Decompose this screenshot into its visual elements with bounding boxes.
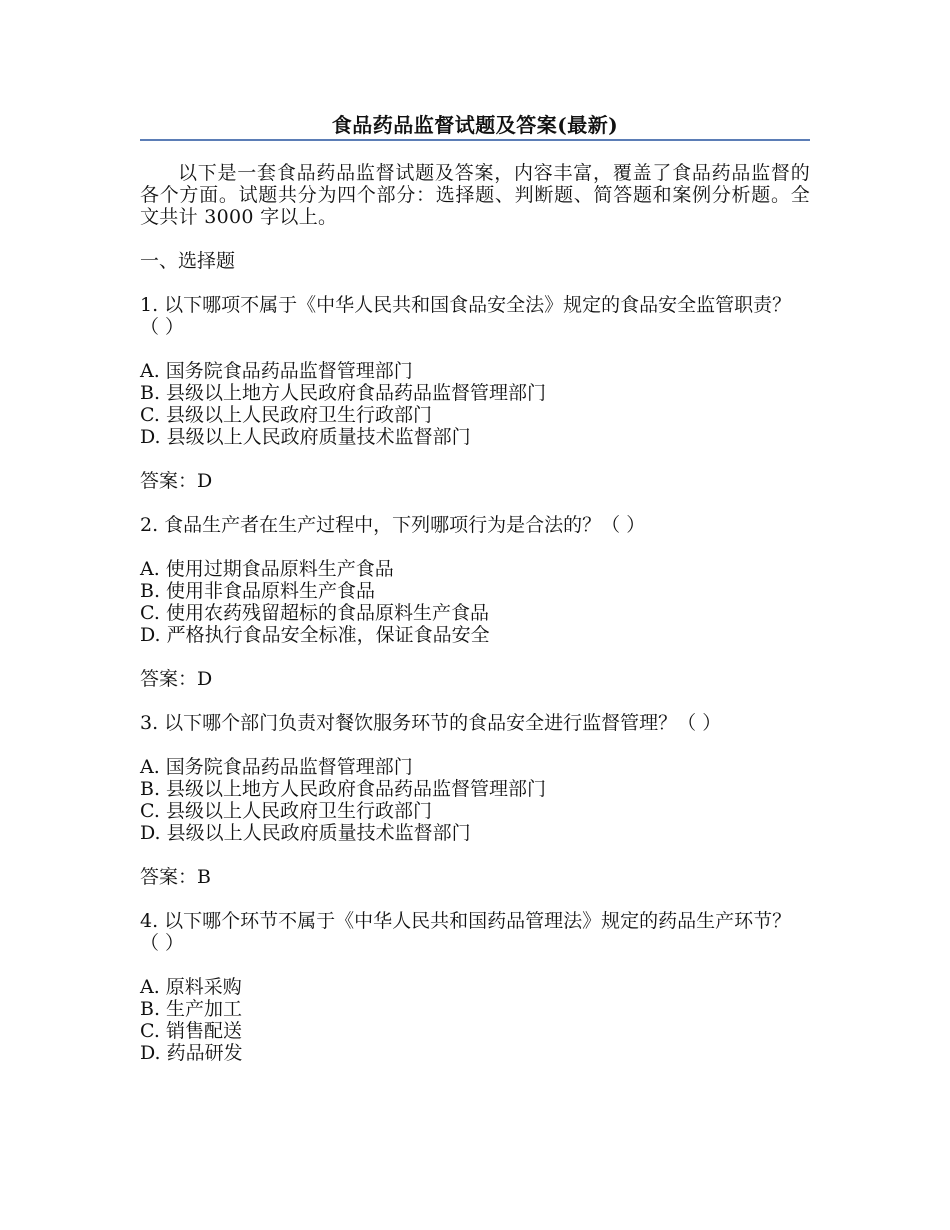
option-b: B. 使用非食品原料生产食品 [140, 580, 376, 602]
option-d: D. 药品研发 [140, 1042, 243, 1064]
option-list [140, 360, 810, 448]
option-d: D. 严格执行食品安全标准，保证食品安全 [140, 624, 490, 646]
section-heading: 一、选择题 [140, 250, 236, 272]
option-c: C. 销售配送 [140, 1020, 242, 1042]
question-text: 4. 以下哪个环节不属于《中华人民共和国药品管理法》规定的药品生产环节？（ ） [140, 910, 792, 954]
question-1 [140, 294, 810, 492]
option-d: D. 县级以上人民政府质量技术监督部门 [140, 426, 471, 448]
option-list [140, 756, 810, 844]
answer-line: 答案：B [140, 866, 211, 888]
option-a: A. 国务院食品药品监督管理部门 [140, 360, 413, 382]
document-body [140, 162, 810, 1086]
option-list [140, 558, 810, 646]
question-text: 3. 以下哪个部门负责对餐饮服务环节的食品安全进行监督管理？（ ） [140, 712, 722, 734]
option-d: D. 县级以上人民政府质量技术监督部门 [140, 822, 471, 844]
answer-line: 答案：D [140, 668, 213, 690]
option-b: B. 县级以上地方人民政府食品药品监督管理部门 [140, 778, 547, 800]
option-c: C. 县级以上人民政府卫生行政部门 [140, 404, 432, 426]
option-a: A. 国务院食品药品监督管理部门 [140, 756, 413, 778]
question-2 [140, 514, 810, 690]
option-list [140, 976, 810, 1064]
option-b: B. 县级以上地方人民政府食品药品监督管理部门 [140, 382, 547, 404]
answer-line: 答案：D [140, 470, 213, 492]
option-a: A. 使用过期食品原料生产食品 [140, 558, 394, 580]
title-underline [140, 139, 810, 141]
question-3 [140, 712, 810, 888]
question-4 [140, 910, 810, 1064]
option-c: C. 使用农药残留超标的食品原料生产食品 [140, 602, 489, 624]
option-b: B. 生产加工 [140, 998, 243, 1020]
intro-paragraph: 以下是一套食品药品监督试题及答案，内容丰富，覆盖了食品药品监督的各个方面。试题共分为四个部分：选择题、判断题、简答题和案例分析题。全文共计 3000 字以上。 [140, 162, 810, 228]
document-title: 食品药品监督试题及答案(最新) [331, 113, 619, 137]
option-c: C. 县级以上人民政府卫生行政部门 [140, 800, 432, 822]
option-a: A. 原料采购 [140, 976, 242, 998]
question-text: 1. 以下哪项不属于《中华人民共和国食品安全法》规定的食品安全监管职责？（ ） [140, 294, 792, 338]
question-text: 2. 食品生产者在生产过程中，下列哪项行为是合法的？（ ） [140, 514, 646, 536]
